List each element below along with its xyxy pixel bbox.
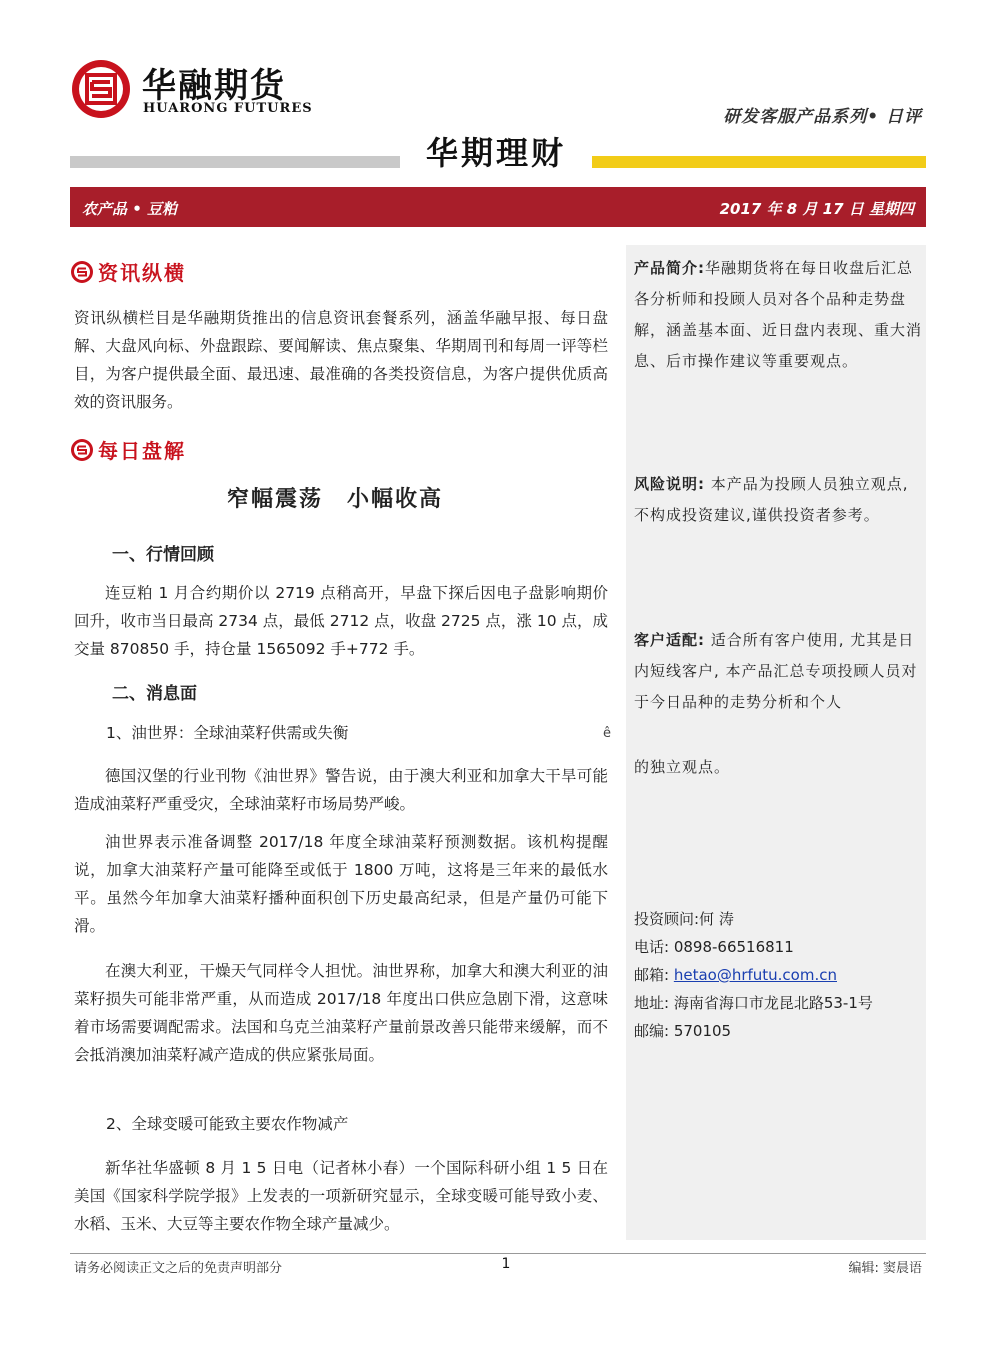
product-intro-text: 华融期货将在每日收盘后汇总各分析师和投顾人员对各个品种走势盘解，涵盖基本面、近日盘内表现、重大消息、后市操作建议等重要观点。	[634, 259, 923, 370]
huarong-logo-icon	[70, 260, 94, 284]
article-title: 窄幅震荡 小幅收高	[226, 487, 443, 512]
advisor-name: 投资顾问:何 涛	[634, 910, 734, 928]
client-fit-text: 适合所有客户使用, 尤其是日内短线客户, 本产品汇总专项投顾人员对于今日品种的走势分析和个人	[634, 631, 918, 711]
paragraph-oil-world-2: 油世界表示准备调整 2017/18 年度全球油菜籽预测数据。该机构提醒说，加拿大油菜籽产量可能降至或低于 1800 万吨，这将是三年来的最低水平。虽然今年加拿大油菜籽播种面积创下历史最高纪录，但是产量仍可能下滑。	[74, 833, 608, 935]
contact-address: 地址: 海南省海口市龙昆北路53-1号	[634, 994, 873, 1012]
email-label: 邮箱:	[634, 966, 674, 984]
paragraph-oil-world-3: 在澳大利亚，干燥天气同样令人担忧。油世界称，加拿大和澳大利亚的油菜籽损失可能非常严重，从而造成 2017/18 年度出口供应急剧下滑，这意味着市场需要调配需求。法国和乌克兰油菜籽产量前景改善只能带来缓解，而不会抵消澳加油菜籽减产造成的供应紧张局面。	[74, 962, 608, 1064]
risk-note-text: 本产品为投顾人员独立观点,不构成投资建议,谨供投资者参考。	[634, 475, 909, 524]
report-date: 2017 年 8 月 17 日 星期四	[719, 200, 914, 218]
news-item-1-title: 1、油世界：全球油菜籽供需或失衡	[106, 724, 349, 742]
series-label: 研发客服产品系列• 日评	[723, 107, 922, 127]
product-intro-label: 产品简介:	[634, 259, 705, 277]
paragraph-warming: 新华社华盛顿 8 月 1 5 日电（记者林小春）一个国际科研小组 1 5 日在美国《国家科学院学报》上发表的一项新研究显示，全球变暖可能导致小麦、水稻、玉米、大豆等主要农作物全球产量减少。	[74, 1159, 608, 1233]
section-title-news: 资讯纵横	[98, 261, 186, 285]
client-fit-text-2: 的独立观点。	[634, 758, 731, 776]
paragraph-market-review: 连豆粕 1 月合约期价以 2719 点稍高开，早盘下探后因电子盘影响期价回升，收市当日最高 2734 点，最低 2712 点，收盘 2725 点，涨 10 点，成交量 870850 手，持仓量 1565092 手+772 手。	[74, 584, 608, 658]
contact-email-row	[634, 961, 924, 989]
footer-editor: 编辑: 窦晨语	[848, 1261, 922, 1276]
footer-disclaimer: 请务必阅读正文之后的免责声明部分	[74, 1261, 283, 1276]
stray-glyph: ê	[603, 726, 611, 741]
client-fit	[634, 625, 924, 718]
news-description: 资讯纵横栏目是华融期货推出的信息资讯套餐系列，涵盖华融早报、每日盘解、大盘风向标、外盘跟踪、要闻解读、焦点聚集、华期周刊和每周一评等栏目，为客户提供最全面、最迅速、最准确的各类投资信息，为客户提供优质高效的资讯服务。	[74, 309, 608, 411]
section-header-news	[70, 257, 186, 286]
category-bar	[70, 187, 926, 227]
huarong-logo-icon	[70, 58, 132, 120]
product-intro	[634, 253, 924, 377]
footer-rule	[70, 1253, 926, 1254]
contact-zip: 邮编: 570105	[634, 1022, 732, 1040]
huarong-logo-icon	[70, 438, 94, 462]
risk-note	[634, 469, 924, 531]
subheading-market-review: 一、行情回顾	[112, 545, 214, 565]
news-item-2-title: 2、全球变暖可能致主要农作物减产	[106, 1115, 349, 1133]
brand-name-en: HUARONG FUTURES	[143, 101, 313, 116]
paragraph-oil-world-1: 德国汉堡的行业刊物《油世界》警告说，由于澳大利亚和加拿大干旱可能造成油菜籽严重受灾，全球油菜籽市场局势严峻。	[74, 767, 608, 813]
brand-name-cn: 华融期货	[142, 66, 286, 106]
section-header-daily	[70, 435, 186, 464]
sidebar	[626, 245, 926, 1240]
risk-note-label: 风险说明:	[634, 475, 705, 493]
contact-info	[634, 905, 924, 1045]
subheading-news: 二、消息面	[112, 684, 197, 704]
email-link[interactable]: hetao@hrfutu.com.cn	[673, 966, 837, 984]
page-number: 1	[501, 1256, 511, 1272]
contact-phone: 电话: 0898-66516811	[634, 938, 794, 956]
category-label: 农产品 • 豆粕	[82, 200, 178, 218]
section-title-daily: 每日盘解	[98, 439, 186, 463]
page-title: 华期理财	[425, 134, 566, 172]
client-fit-label: 客户适配:	[634, 631, 705, 649]
